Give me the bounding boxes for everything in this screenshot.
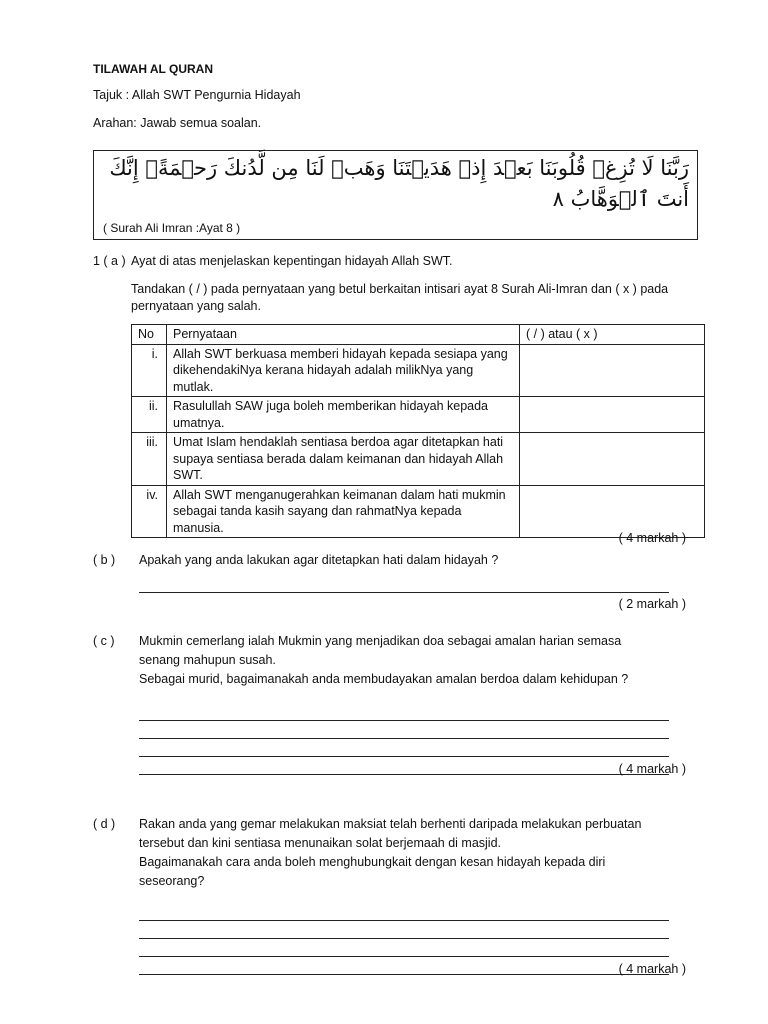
table-row [132,397,705,433]
table-row [132,344,705,397]
question-1a-number: 1 ( a ) [93,254,126,268]
answer-line[interactable] [139,920,669,921]
question-c-line: senang mahupun susah. [139,653,276,667]
table-header-row [132,325,705,345]
question-b-text: Apakah yang anda lakukan agar ditetapkan hati dalam hidayah ? [139,553,499,567]
row-no: iii. [132,433,167,486]
instruction-line: Arahan: Jawab semua soalan. [93,116,262,130]
answer-cell[interactable] [520,485,705,538]
row-no: iv. [132,485,167,538]
ayat-box [93,150,698,240]
question-b-marks: ( 2 markah ) [618,597,686,611]
answer-cell[interactable] [520,433,705,486]
row-statement: Rasulullah SAW juga boleh memberikan hidayah kepada umatnya. [167,397,520,433]
table-row [132,485,705,538]
answer-line[interactable] [139,720,669,721]
question-d-line: seseorang? [139,874,205,888]
question-c-text [139,632,679,689]
header-mark: ( / ) atau ( x ) [520,325,705,345]
row-no: i. [132,344,167,397]
row-statement: Umat Islam hendaklah sentiasa berdoa agar ditetapkan hati supaya sentiasa berada dalam keimanan dan hidayah Allah SWT. [167,433,520,486]
answer-line[interactable] [139,956,669,957]
table-row [132,433,705,486]
question-d-marks: ( 4 markah ) [618,962,686,976]
page-title: TILAWAH AL QURAN [93,62,213,76]
question-1a-marks: ( 4 markah ) [618,531,686,545]
row-statement: Allah SWT menganugerahkan keimanan dalam hati mukmin sebagai tanda kasih sayang dan rahmatNya kepada manusia. [167,485,520,538]
answer-line[interactable] [139,738,669,739]
answer-line[interactable] [139,774,669,775]
answer-line[interactable] [139,974,669,975]
question-d-text [139,815,679,891]
question-c-line: Mukmin cemerlang ialah Mukmin yang menjadikan doa sebagai amalan harian semasa [139,634,622,648]
row-statement: Allah SWT berkuasa memberi hidayah kepada sesiapa yang dikehendakiNya kerana hidayah adalah milikNya yang mutlak. [167,344,520,397]
question-d-line: tersebut dan kini sentiasa menunaikan solat berjemaah di masjid. [139,836,502,850]
question-1a-text: Ayat di atas menjelaskan kepentingan hidayah Allah SWT. [131,254,453,268]
answer-cell[interactable] [520,397,705,433]
question-c-marks: ( 4 markah ) [618,762,686,776]
row-no: ii. [132,397,167,433]
header-statement: Pernyataan [167,325,520,345]
question-d-line: Bagaimanakah cara anda boleh menghubungkait dengan kesan hidayah kepada diri [139,855,606,869]
topic-line: Tajuk : Allah SWT Pengurnia Hidayah [93,88,301,102]
question-c-label: ( c ) [93,634,115,648]
question-d-line: Rakan anda yang gemar melakukan maksiat telah berhenti daripada melakukan perbuatan [139,817,642,831]
question-d-label: ( d ) [93,817,116,831]
ayat-reference: ( Surah Ali Imran :Ayat 8 ) [103,221,241,235]
statement-table [131,324,705,538]
answer-line[interactable] [139,938,669,939]
question-b-label: ( b ) [93,553,116,567]
question-c-line: Sebagai murid, bagaimanakah anda membudayakan amalan berdoa dalam kehidupan ? [139,672,629,686]
answer-line[interactable] [139,756,669,757]
header-no: No [132,325,167,345]
question-1a-instruction: Tandakan ( / ) pada pernyataan yang betul berkaitan intisari ayat 8 Surah Ali-Imran dan ( x ) pada pernyataan yang salah. [131,282,669,313]
answer-cell[interactable] [520,344,705,397]
answer-line[interactable] [139,592,669,593]
ayat-arabic: رَبَّنَا لَا تُزِغۡ قُلُوبَنَا بَعۡدَ إِذۡ هَدَيۡتَنَا وَهَبۡ لَنَا مِن لَّدُنكَ رَحۡمَةًۚ إِنَّكَ أَنتَ ٱلۡوَهَّابُ ٨ [109,156,689,211]
